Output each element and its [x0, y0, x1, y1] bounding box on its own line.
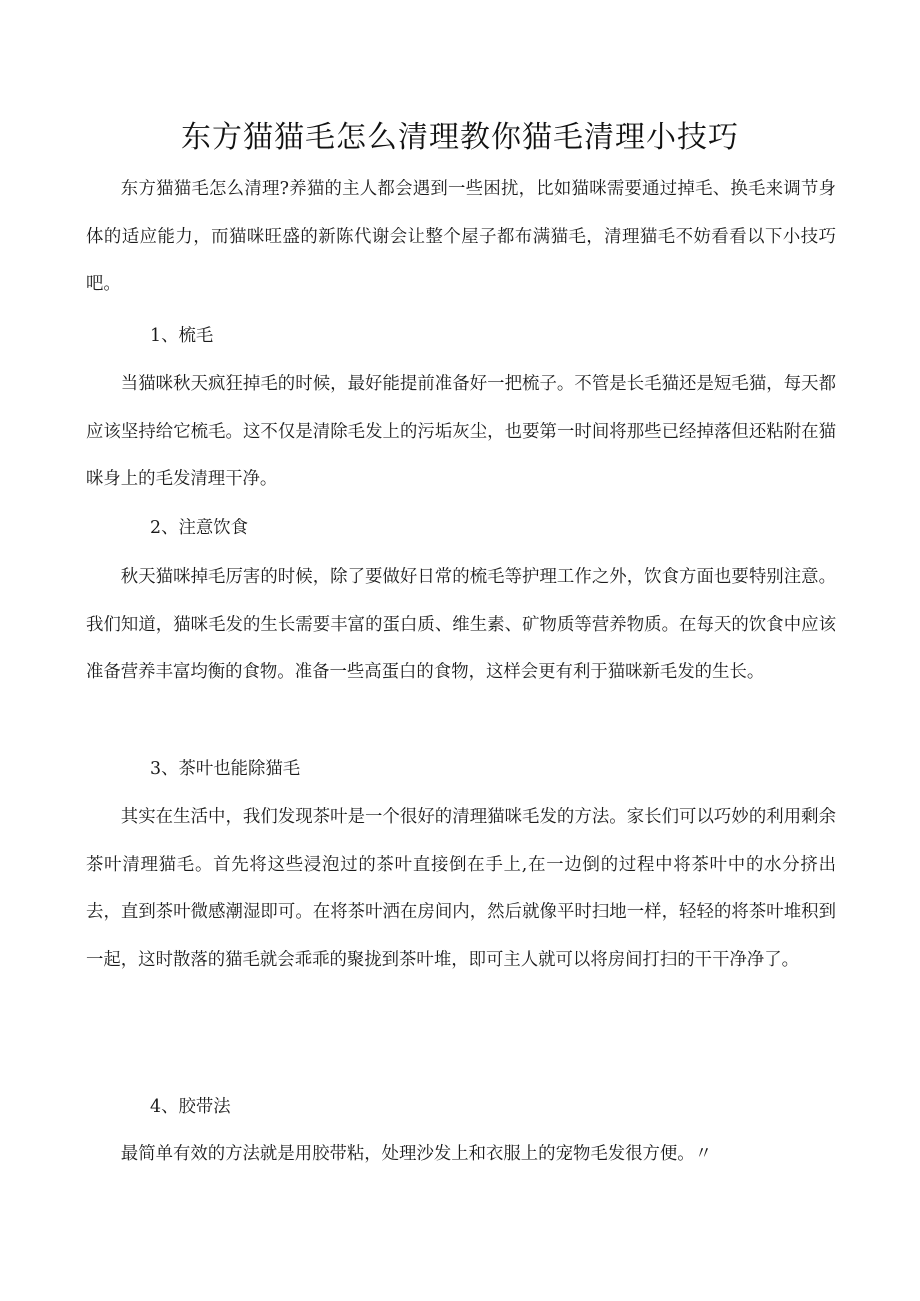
section-heading-2: 2、注意饮食 [150, 518, 249, 538]
section-heading-1: 1、梳毛 [150, 326, 214, 346]
section-paragraph-3: 其实在生活中，我们发现茶叶是一个很好的清理猫咪毛发的方法。家长们可以巧妙的利用剩余茶叶清理猫毛。首先将这些浸泡过的茶叶直接倒在手上,在一边倒的过程中将茶叶中的水分挤出去，直到茶叶微感潮湿即可。在将茶叶洒在房间内，然后就像平时扫地一样，轻轻的将茶叶堆积到一起，这时散落的猫毛就会乖乖的聚拢到茶叶堆，即可主人就可以将房间打扫的干干净净了。 [86, 807, 836, 970]
intro-paragraph: 东方猫猫毛怎么清理?养猫的主人都会遇到一些困扰，比如猫咪需要通过掉毛、换毛来调节身体的适应能力，而猫咪旺盛的新陈代谢会让整个屋子都布满猫毛，清理猫毛不妨看看以下小技巧吧。 [86, 179, 836, 295]
document-title: 东方猫猫毛怎么清理教你猫毛清理小技巧 [181, 120, 739, 155]
section-paragraph-4: 最简单有效的方法就是用胶带粘，处理沙发上和衣服上的宠物毛发很方便。〃 [120, 1144, 713, 1164]
section-paragraph-1: 当猫咪秋天疯狂掉毛的时候，最好能提前准备好一把梳子。不管是长毛猫还是短毛猫，每天都应该坚持给它梳毛。这不仅是清除毛发上的污垢灰尘，也要第一时间将那些已经掉落但还粘附在猫咪身上的毛发清理干净。 [86, 374, 836, 490]
section-paragraph-2: 秋天猫咪掉毛厉害的时候，除了要做好日常的梳毛等护理工作之外，饮食方面也要特别注意。我们知道，猫咪毛发的生长需要丰富的蛋白质、维生素、矿物质等营养物质。在每天的饮食中应该准备营养丰富均衡的食物。准备一些高蛋白的食物，这样会更有利于猫咪新毛发的生长。 [86, 567, 836, 683]
section-heading-3: 3、茶叶也能除猫毛 [150, 759, 301, 779]
section-heading-4: 4、胶带法 [150, 1097, 231, 1117]
